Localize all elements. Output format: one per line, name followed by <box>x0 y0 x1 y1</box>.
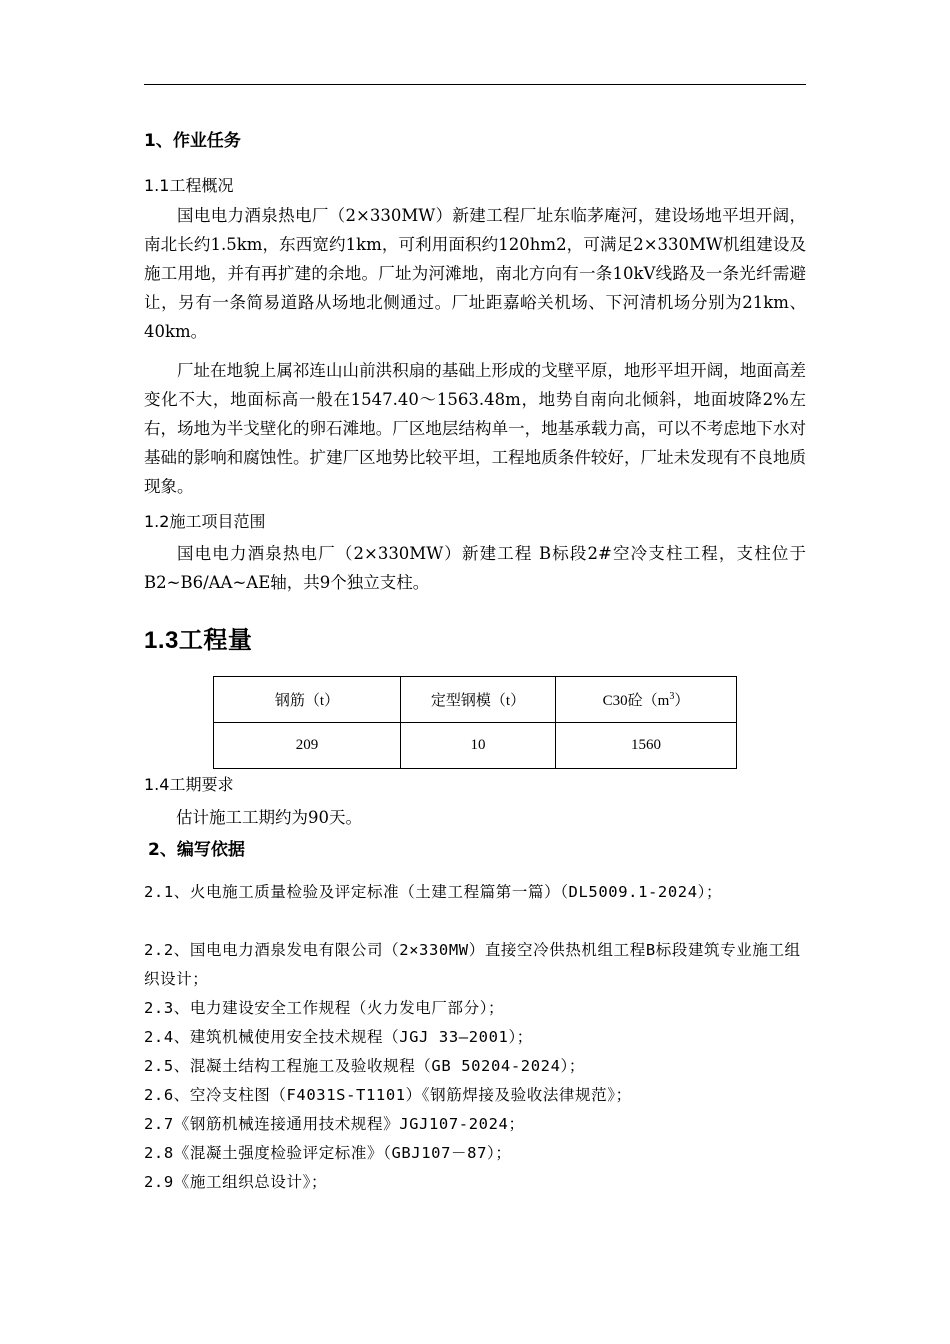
header-concrete-label: C30砼（m <box>602 693 670 709</box>
reference-item: 2.7《钢筋机械连接通用技术规程》JGJ107-2024； <box>144 1115 525 1133</box>
table-header-row <box>214 677 737 723</box>
reference-item: 2.6、空冷支柱图（F4031S-T1101）《钢筋焊接及验收法律规范》； <box>144 1086 632 1104</box>
header-formwork: 定型钢模（t） <box>401 677 556 723</box>
overview-paragraph-1: 国电电力酒泉热电厂（2×330MW）新建工程厂址东临茅庵河，建设场地平坦开阔，南北长约1.5km，东西宽约1km，可利用面积约120hm2，可满足2×330MW机组建设及施工用地，并有再扩建的余地。厂址为河滩地，南北方向有一条10kV线路及一条光纤需避让，另有一条简易道路从场地北侧通过。厂址距嘉峪关机场、下河清机场分别为21km、40km。 <box>144 206 806 341</box>
reference-item: 2.5、混凝土结构工程施工及验收规程（GB 50204-2024）； <box>144 1057 585 1075</box>
reference-item: 2.2、国电电力酒泉发电有限公司（2×330MW）直接空冷供热机组工程B标段建筑专业施工组织设计； <box>144 941 801 988</box>
subsection-1-1-title: 1.1工程概况 <box>144 176 234 195</box>
header-concrete-sup: 3 <box>669 691 675 702</box>
section1-title: 1、作业任务 <box>144 131 241 151</box>
subsection-1-2-title: 1.2施工项目范围 <box>144 512 266 531</box>
reference-item: 2.1、火电施工质量检验及评定标准（土建工程篇第一篇）（DL5009.1-2024）； <box>144 883 723 901</box>
scope-paragraph: 国电电力酒泉热电厂（2×330MW）新建工程 B标段2#空冷支柱工程，支柱位于B2~B6/AA~AE轴，共9个独立支柱。 <box>144 544 806 592</box>
header-concrete <box>556 677 737 723</box>
value-formwork: 10 <box>401 723 556 769</box>
reference-item: 2.4、建筑机械使用安全技术规程（JGJ 33—2001）； <box>144 1028 533 1046</box>
value-rebar: 209 <box>214 723 401 769</box>
value-concrete: 1560 <box>556 723 737 769</box>
header-rule <box>144 84 806 85</box>
header-rebar: 钢筋（t） <box>214 677 401 723</box>
reference-item: 2.8《混凝土强度检验评定标准》（GBJ107－87）； <box>144 1144 512 1162</box>
subsection-1-4-title: 1.4工期要求 <box>144 775 234 794</box>
section2-title: 2、编写依据 <box>148 840 245 860</box>
header-concrete-tail: ） <box>674 693 690 709</box>
reference-item: 2.9《施工组织总设计》； <box>144 1173 328 1191</box>
overview-paragraph-2: 厂址在地貌上属祁连山山前洪积扇的基础上形成的戈壁平原，地形平坦开阔，地面高差变化不大，地面标高一般在1547.40～1563.48m，地势自南向北倾斜，地面坡降2%左右，场地为半戈壁化的卵石滩地。厂区地层结构单一，地基承载力高，可以不考虑地下水对基础的影响和腐蚀性。扩建厂区地势比较平坦，工程地质条件较好，厂址未发现有不良地质现象。 <box>144 361 806 496</box>
reference-item: 2.3、电力建设安全工作规程（火力发电厂部分）； <box>144 999 505 1017</box>
quantity-table <box>213 676 737 769</box>
subsection-1-3-title: 1.3工程量 <box>144 627 253 654</box>
schedule-text: 估计施工工期约为90天。 <box>176 808 362 827</box>
table-row <box>214 723 737 769</box>
